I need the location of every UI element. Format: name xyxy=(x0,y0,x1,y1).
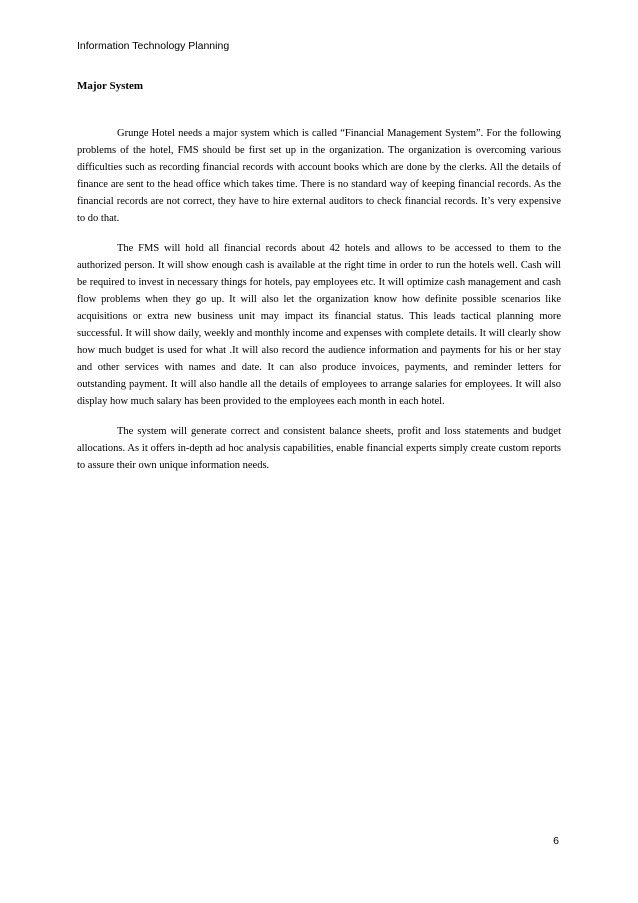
page-number: 6 xyxy=(553,835,559,847)
paragraph-2: The FMS will hold all financial records about 42 hotels and allows to be accessed to them to the authorized person. It will show enough cash is available at the right time in order to run the hotels well. Cash will be required to invest in necessary things for hotels, pay employees etc. It will optimize cash management and cash flow problems when they go up. It will also let the organization know how definite possible scenarios like acquisitions or extra new business unit may impact its financial status. This leads tactical planning more successful. It will show daily, weekly and monthly income and expenses with complete details. It will clearly show how much budget is used for what .It will also record the audience information and payments for his or her stay and other services with names and date. It can also produce invoices, payments, and reminder letters for outstanding payment. It will also handle all the details of employees to arrange salaries for employees. It will also display how much salary has been provided to the employees each month in each hotel. xyxy=(77,243,561,407)
paragraph-3: The system will generate correct and consistent balance sheets, profit and loss statements and budget allocations. As it offers in-depth ad hoc analysis capabilities, enable financial experts simply create custom reports to assure their own unique information needs. xyxy=(77,426,561,471)
paragraph-1: Grunge Hotel needs a major system which is called “Financial Management System”. For the following problems of the hotel, FMS should be first set up in the organization. The organization is overcoming various difficulties such as recording financial records with account books which are done by the clerks. All the details of finance are sent to the head office which takes time. There is no standard way of keeping financial records. As the financial records are not correct, they have to hire external auditors to check financial records. It’s very expensive to do that. xyxy=(77,128,561,224)
body-text xyxy=(77,125,561,487)
running-header: Information Technology Planning xyxy=(77,40,230,52)
section-heading: Major System xyxy=(77,80,144,92)
